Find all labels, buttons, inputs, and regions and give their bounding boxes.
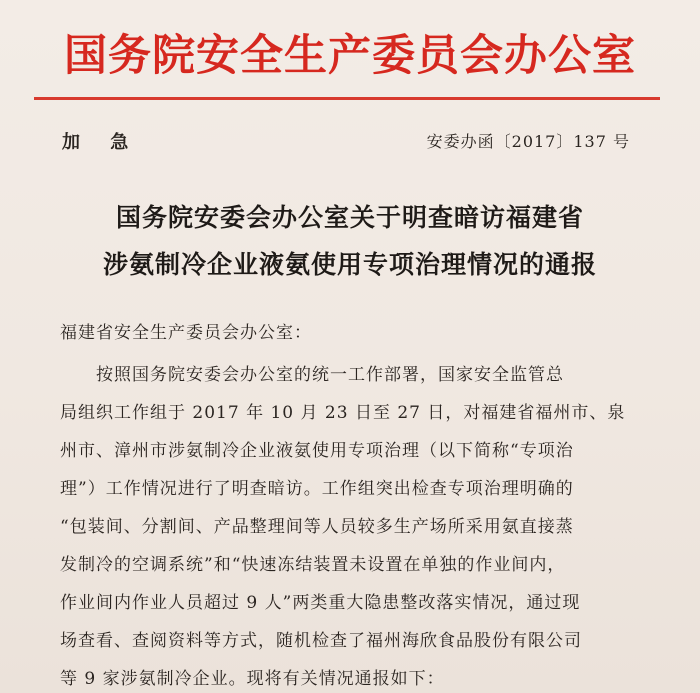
body-line: 发制冷的空调系统”和“快速冻结装置未设置在单独的作业间内， xyxy=(60,555,566,575)
document-title-line-2: 涉氨制冷企业液氨使用专项治理情况的通报 xyxy=(102,250,597,279)
body-line: “包装间、分割间、产品整理间等人员较多生产场所采用氨直接蒸 xyxy=(60,517,574,537)
body-line: 理”）工作情况进行了明查暗访。工作组突出检查专项治理明确的 xyxy=(60,479,574,499)
salutation: 福建省安全生产委员会办公室： xyxy=(60,323,312,343)
red-header-rule xyxy=(34,97,660,100)
body-line: 局组织工作组于 2017 年 10 月 23 日至 27 日，对福建省福州市、泉 xyxy=(60,403,626,423)
body-line: 等 9 家涉氨制冷企业。现将有关情况通报如下： xyxy=(60,669,445,689)
document-number: 安委办函〔2017〕137 号 xyxy=(426,132,630,151)
document-title-line-1: 国务院安委会办公室关于明查暗访福建省 xyxy=(115,203,584,232)
body-line: 作业间内作业人员超过 9 人”两类重大隐患整改落实情况，通过现 xyxy=(60,593,581,613)
body-line: 按照国务院安委会办公室的统一工作部署，国家安全监管总 xyxy=(60,365,564,385)
body-line: 州市、漳州市涉氨制冷企业液氨使用专项治理（以下简称“专项治 xyxy=(60,441,574,461)
urgency-label: 加 急 xyxy=(62,132,141,153)
issuing-organization-header: 国务院安全生产委员会办公室 xyxy=(64,31,636,81)
body-line: 场查看、查阅资料等方式，随机检查了福州海欣食品股份有限公司 xyxy=(60,631,582,651)
